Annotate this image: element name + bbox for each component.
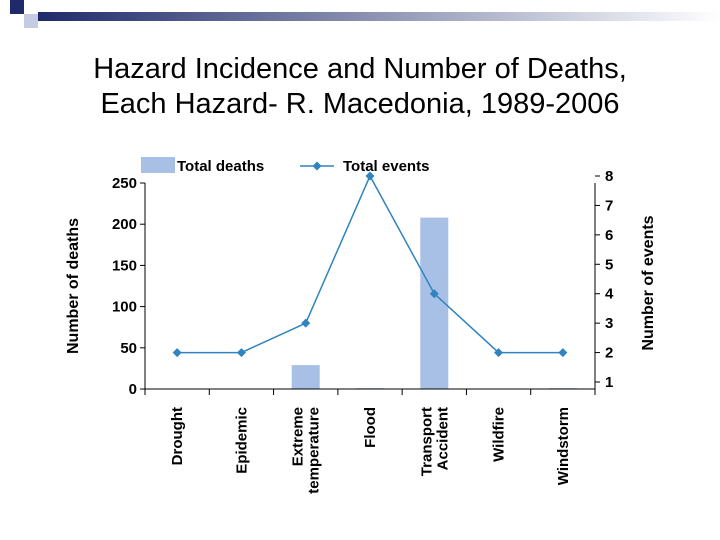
legend-marker-total-events xyxy=(313,162,322,171)
y-tick-label-5: 250 xyxy=(111,175,137,192)
y2-axis-title: Number of events xyxy=(640,215,657,351)
category-label-5: Wildfire xyxy=(490,407,508,462)
category-label-4-0: Transport xyxy=(418,407,436,477)
y2-tick-label-0: 1 xyxy=(605,374,614,391)
event-point-2 xyxy=(301,319,310,328)
category-label-4-1: Accident xyxy=(434,407,452,471)
legend-swatch-total-deaths xyxy=(141,157,175,173)
y-tick-label-2: 100 xyxy=(111,298,137,316)
event-point-1 xyxy=(237,348,246,357)
event-point-6 xyxy=(558,348,567,357)
y-tick-label-1: 50 xyxy=(120,339,137,357)
y2-tick-label-1: 2 xyxy=(605,344,614,362)
y2-tick-label-6: 7 xyxy=(605,197,614,215)
category-label-3: Flood xyxy=(362,407,379,448)
category-label-0: Drought xyxy=(169,407,187,466)
y-tick-label-0: 0 xyxy=(128,381,137,398)
category-label-6: Windstorm xyxy=(554,407,572,486)
bar-2 xyxy=(292,365,320,389)
legend-label-total-events: Total events xyxy=(343,158,430,175)
y2-tick-label-5: 6 xyxy=(605,226,614,244)
category-label-2-0: Extreme xyxy=(289,407,307,467)
y-tick-label-3: 150 xyxy=(111,257,137,275)
series-line-total-events xyxy=(177,176,563,353)
legend-label-total-deaths: Total deaths xyxy=(177,158,265,175)
category-label-2-1: temperature xyxy=(305,407,323,494)
y-tick-label-4: 200 xyxy=(111,216,137,234)
y-axis-title: Number of deaths xyxy=(65,217,82,355)
slide-title-line-2: Each Hazard- R. Macedonia, 1989-2006 xyxy=(100,88,620,120)
event-point-0 xyxy=(173,348,182,357)
y2-tick-label-4: 5 xyxy=(605,256,614,274)
y2-tick-label-7: 8 xyxy=(605,168,614,185)
slide-title-line-1: Hazard Incidence and Number of Deaths, xyxy=(93,53,627,85)
category-label-1: Epidemic xyxy=(233,407,251,474)
y2-tick-label-3: 4 xyxy=(605,285,614,303)
y2-tick-label-2: 3 xyxy=(605,315,614,333)
